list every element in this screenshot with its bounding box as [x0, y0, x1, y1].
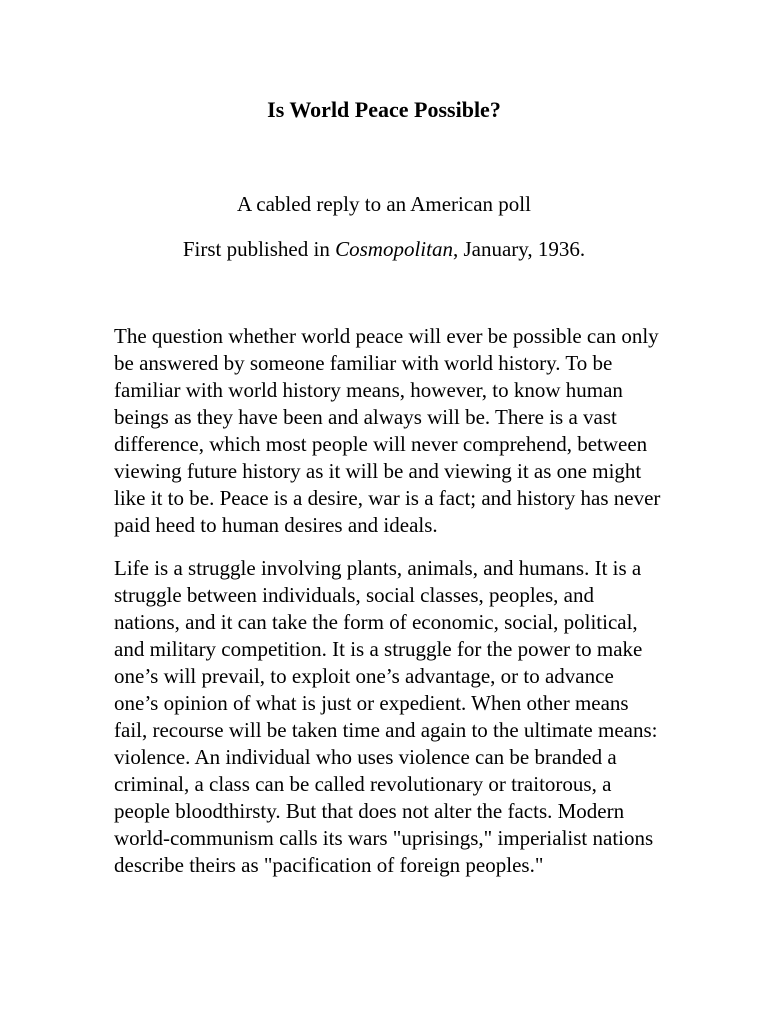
publication-suffix: , January, 1936. — [452, 237, 586, 261]
paragraph-2: Life is a struggle involving plants, animals, and humans. It is a struggle between individuals, social classes, peoples, and nations, and it can take the form of economic, social, political, and military competition. It is a struggle for the power to make one’s will prevail, to exploit one’s advantage, or to advance one’s opinion of what is just or expedient. When other means fail, recourse will be taken time and again to the ultimate means: violence. An individual who uses violence can be branded a criminal, a class can be called revolutionary or traitorous, a people bloodthirsty. But that does not alter the facts. Modern world-communism calls its wars "uprisings," imperialist nations describe theirs as "pacification of foreign peoples." — [114, 556, 658, 877]
publication-prefix: First published in — [182, 237, 336, 261]
publication-journal: Cosmopolitan — [335, 237, 453, 261]
body-text — [114, 323, 662, 895]
paragraph-1: The question whether world peace will ever be possible can only be answered by someone familiar with world history. To be familiar with world history means, however, to know human beings as they have been and always will be. There is a vast difference, which most people will never comprehend, between viewing future history as it will be and viewing it as one might like it to be. Peace is a desire, war is a fact; and history has never paid heed to human desires and ideals. — [114, 324, 661, 537]
page-title: Is World Peace Possible? — [267, 97, 501, 122]
publication-line — [0, 235, 768, 263]
page-subtitle: A cabled reply to an American poll — [237, 192, 531, 216]
